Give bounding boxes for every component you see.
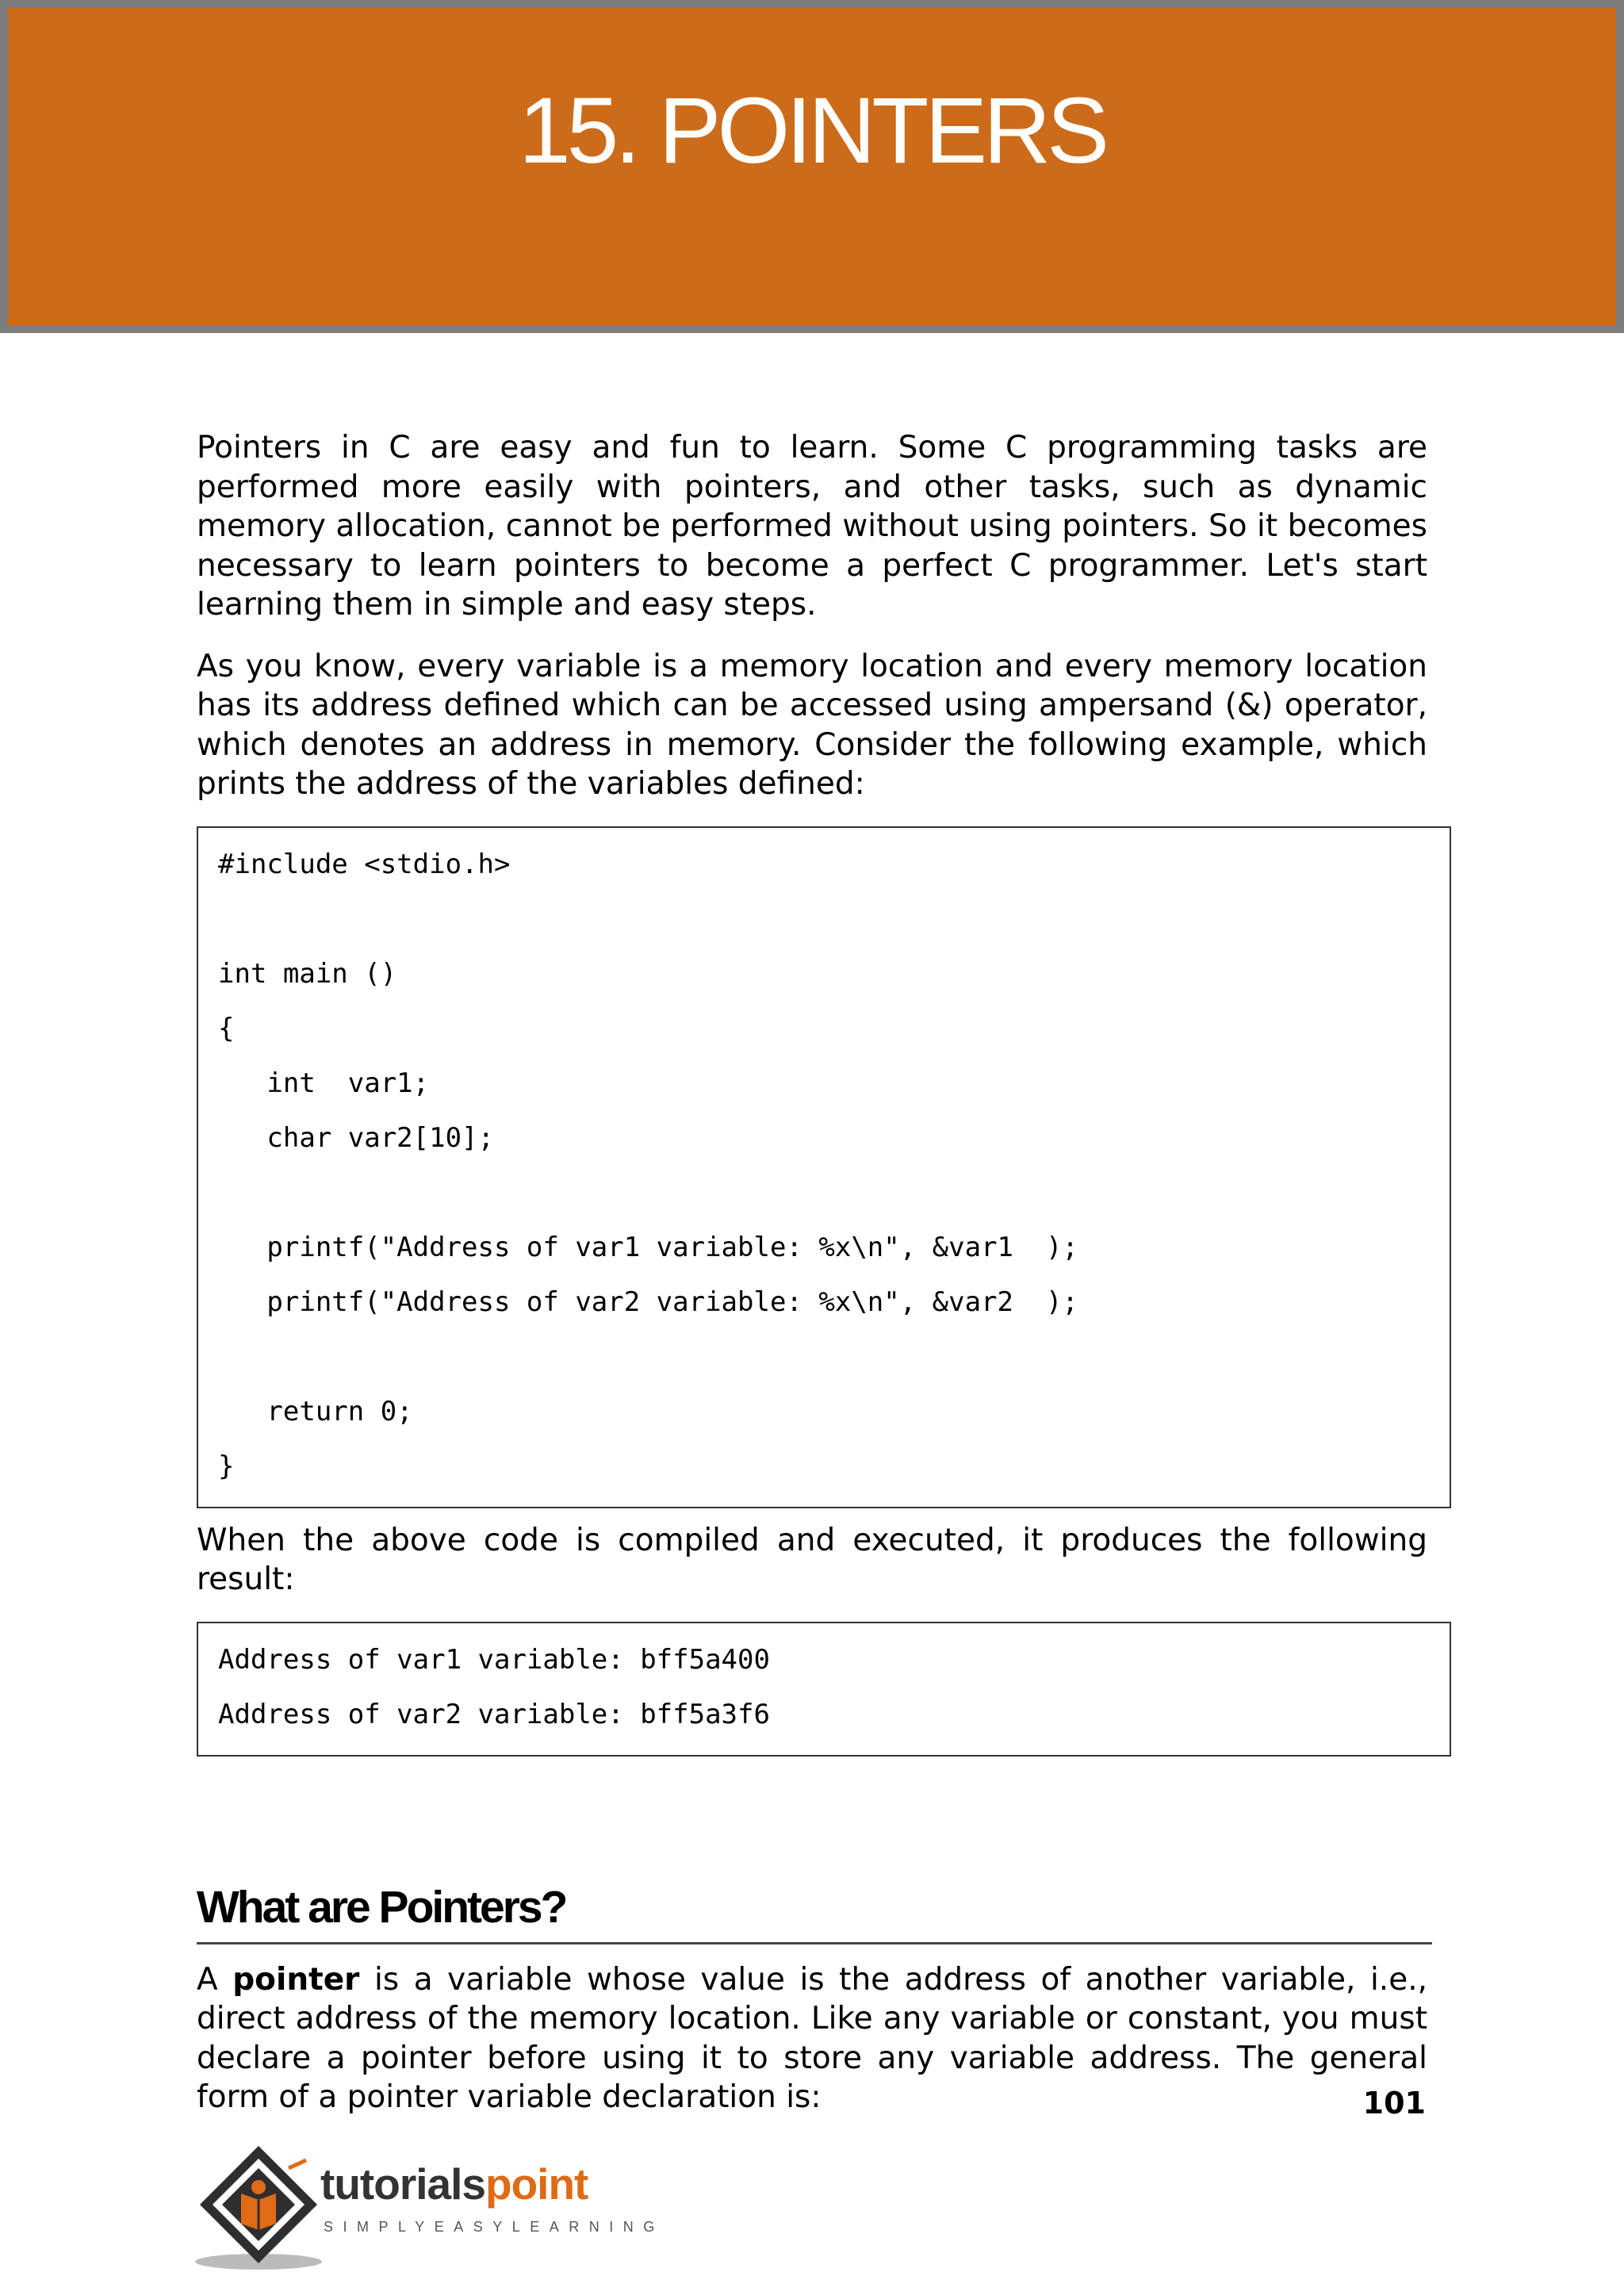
page-content: [197, 428, 1427, 2140]
definition-text: is a variable whose value is the address of another variable, i.e., direct address of the memory location. Like any variable or constant, you must declare a pointer before using it to store any variable address. The general form of a pointer variable declaration is:: [197, 1961, 1427, 2115]
section-heading: What are Pointers?: [197, 1875, 1432, 1944]
logo-word-accent: point: [485, 2159, 588, 2209]
tutorialspoint-logo: [193, 2141, 665, 2276]
intro-paragraph-2: As you know, every variable is a memory location and every memory location has its address defined which can be accessed using ampersand (&) operator, which denotes an address in memory. Consider the following example, which prints the address of the variables defined:: [197, 648, 1427, 802]
output-block: [197, 1622, 1451, 1757]
code-line: printf("Address of var2 variable: %x\n", &var2 );: [218, 1285, 1078, 1318]
code-line: char var2[10];: [218, 1121, 494, 1154]
definition-prefix: A: [197, 1961, 218, 1998]
result-intro-text: When the above code is compiled and executed, it produces the following result:: [197, 1522, 1427, 1597]
logo-wordmark: [320, 2159, 588, 2209]
logo-word-dark: tutorials: [320, 2159, 485, 2209]
chapter-banner: [0, 0, 1624, 333]
chapter-title: 15. POINTERS: [518, 79, 1105, 183]
intro-paragraph-1: Pointers in C are easy and fun to learn. Some C programming tasks are performed more easily with pointers, and other tasks, such as dynamic memory allocation, cannot be performed without using pointers. So it becomes necessary to learn pointers to become a perfect C programmer. Let's start learning them in simple and easy steps.: [197, 430, 1427, 623]
pointer-definition-paragraph: [197, 1960, 1427, 2117]
logo-tagline: SIMPLYEASYLEARNING: [324, 2219, 665, 2235]
code-line: #include <stdio.h>: [218, 848, 511, 880]
output-line: Address of var1 variable: bff5a400: [218, 1643, 770, 1676]
code-line: [218, 1330, 1430, 1385]
code-line: {: [218, 1012, 235, 1044]
code-line: [218, 1166, 1430, 1220]
code-line: int var1;: [218, 1067, 430, 1099]
page-number: 101: [1362, 2086, 1426, 2121]
logo-emblem-icon: [193, 2141, 328, 2276]
code-line: [218, 892, 1430, 947]
code-line: }: [218, 1450, 235, 1482]
output-line: Address of var2 variable: bff5a3f6: [218, 1698, 770, 1730]
code-line: return 0;: [218, 1395, 413, 1427]
code-line: printf("Address of var1 variable: %x\n", &var1 );: [218, 1231, 1078, 1263]
code-example-block: [197, 826, 1451, 1508]
code-line: int main (): [218, 957, 397, 990]
definition-term: pointer: [232, 1961, 360, 1998]
